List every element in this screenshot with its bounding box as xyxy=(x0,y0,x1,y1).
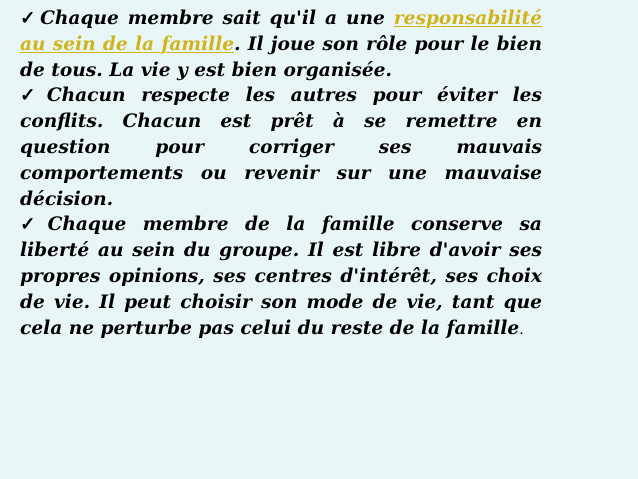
checkmark-icon: ✓ xyxy=(20,85,45,107)
highlighted-link[interactable]: responsabilité au sein de la famille xyxy=(20,8,542,55)
bullet-respect xyxy=(20,83,542,212)
checkmark-icon: ✓ xyxy=(20,8,39,29)
final-period: . xyxy=(519,321,524,338)
bullet-responsibility xyxy=(20,6,542,83)
bullet-freedom xyxy=(20,212,542,343)
bullet-text-end: . Il joue son rôle pour le bien de tous. La vie y est bien organisée. xyxy=(20,33,542,81)
bullet-text: Chacun respecte les autres pour éviter les conflits. Chacun est prêt à se remettre en question pour corriger ses mauvais comportements ou revenir sur une mauvaise décision. xyxy=(20,85,542,210)
bullet-text: Chaque membre de la famille conserve sa liberté au sein du groupe. Il est libre d'avoir ses propres opinions, ses centres d'intérêt, ses choix de vie. Il peut choisir son mode de vie, tant que cela ne perturbe pas celui du reste de la famille xyxy=(20,214,542,339)
checkmark-icon: ✓ xyxy=(20,214,46,236)
bullet-text-start: Chaque membre sait qu'il a une xyxy=(40,8,394,29)
